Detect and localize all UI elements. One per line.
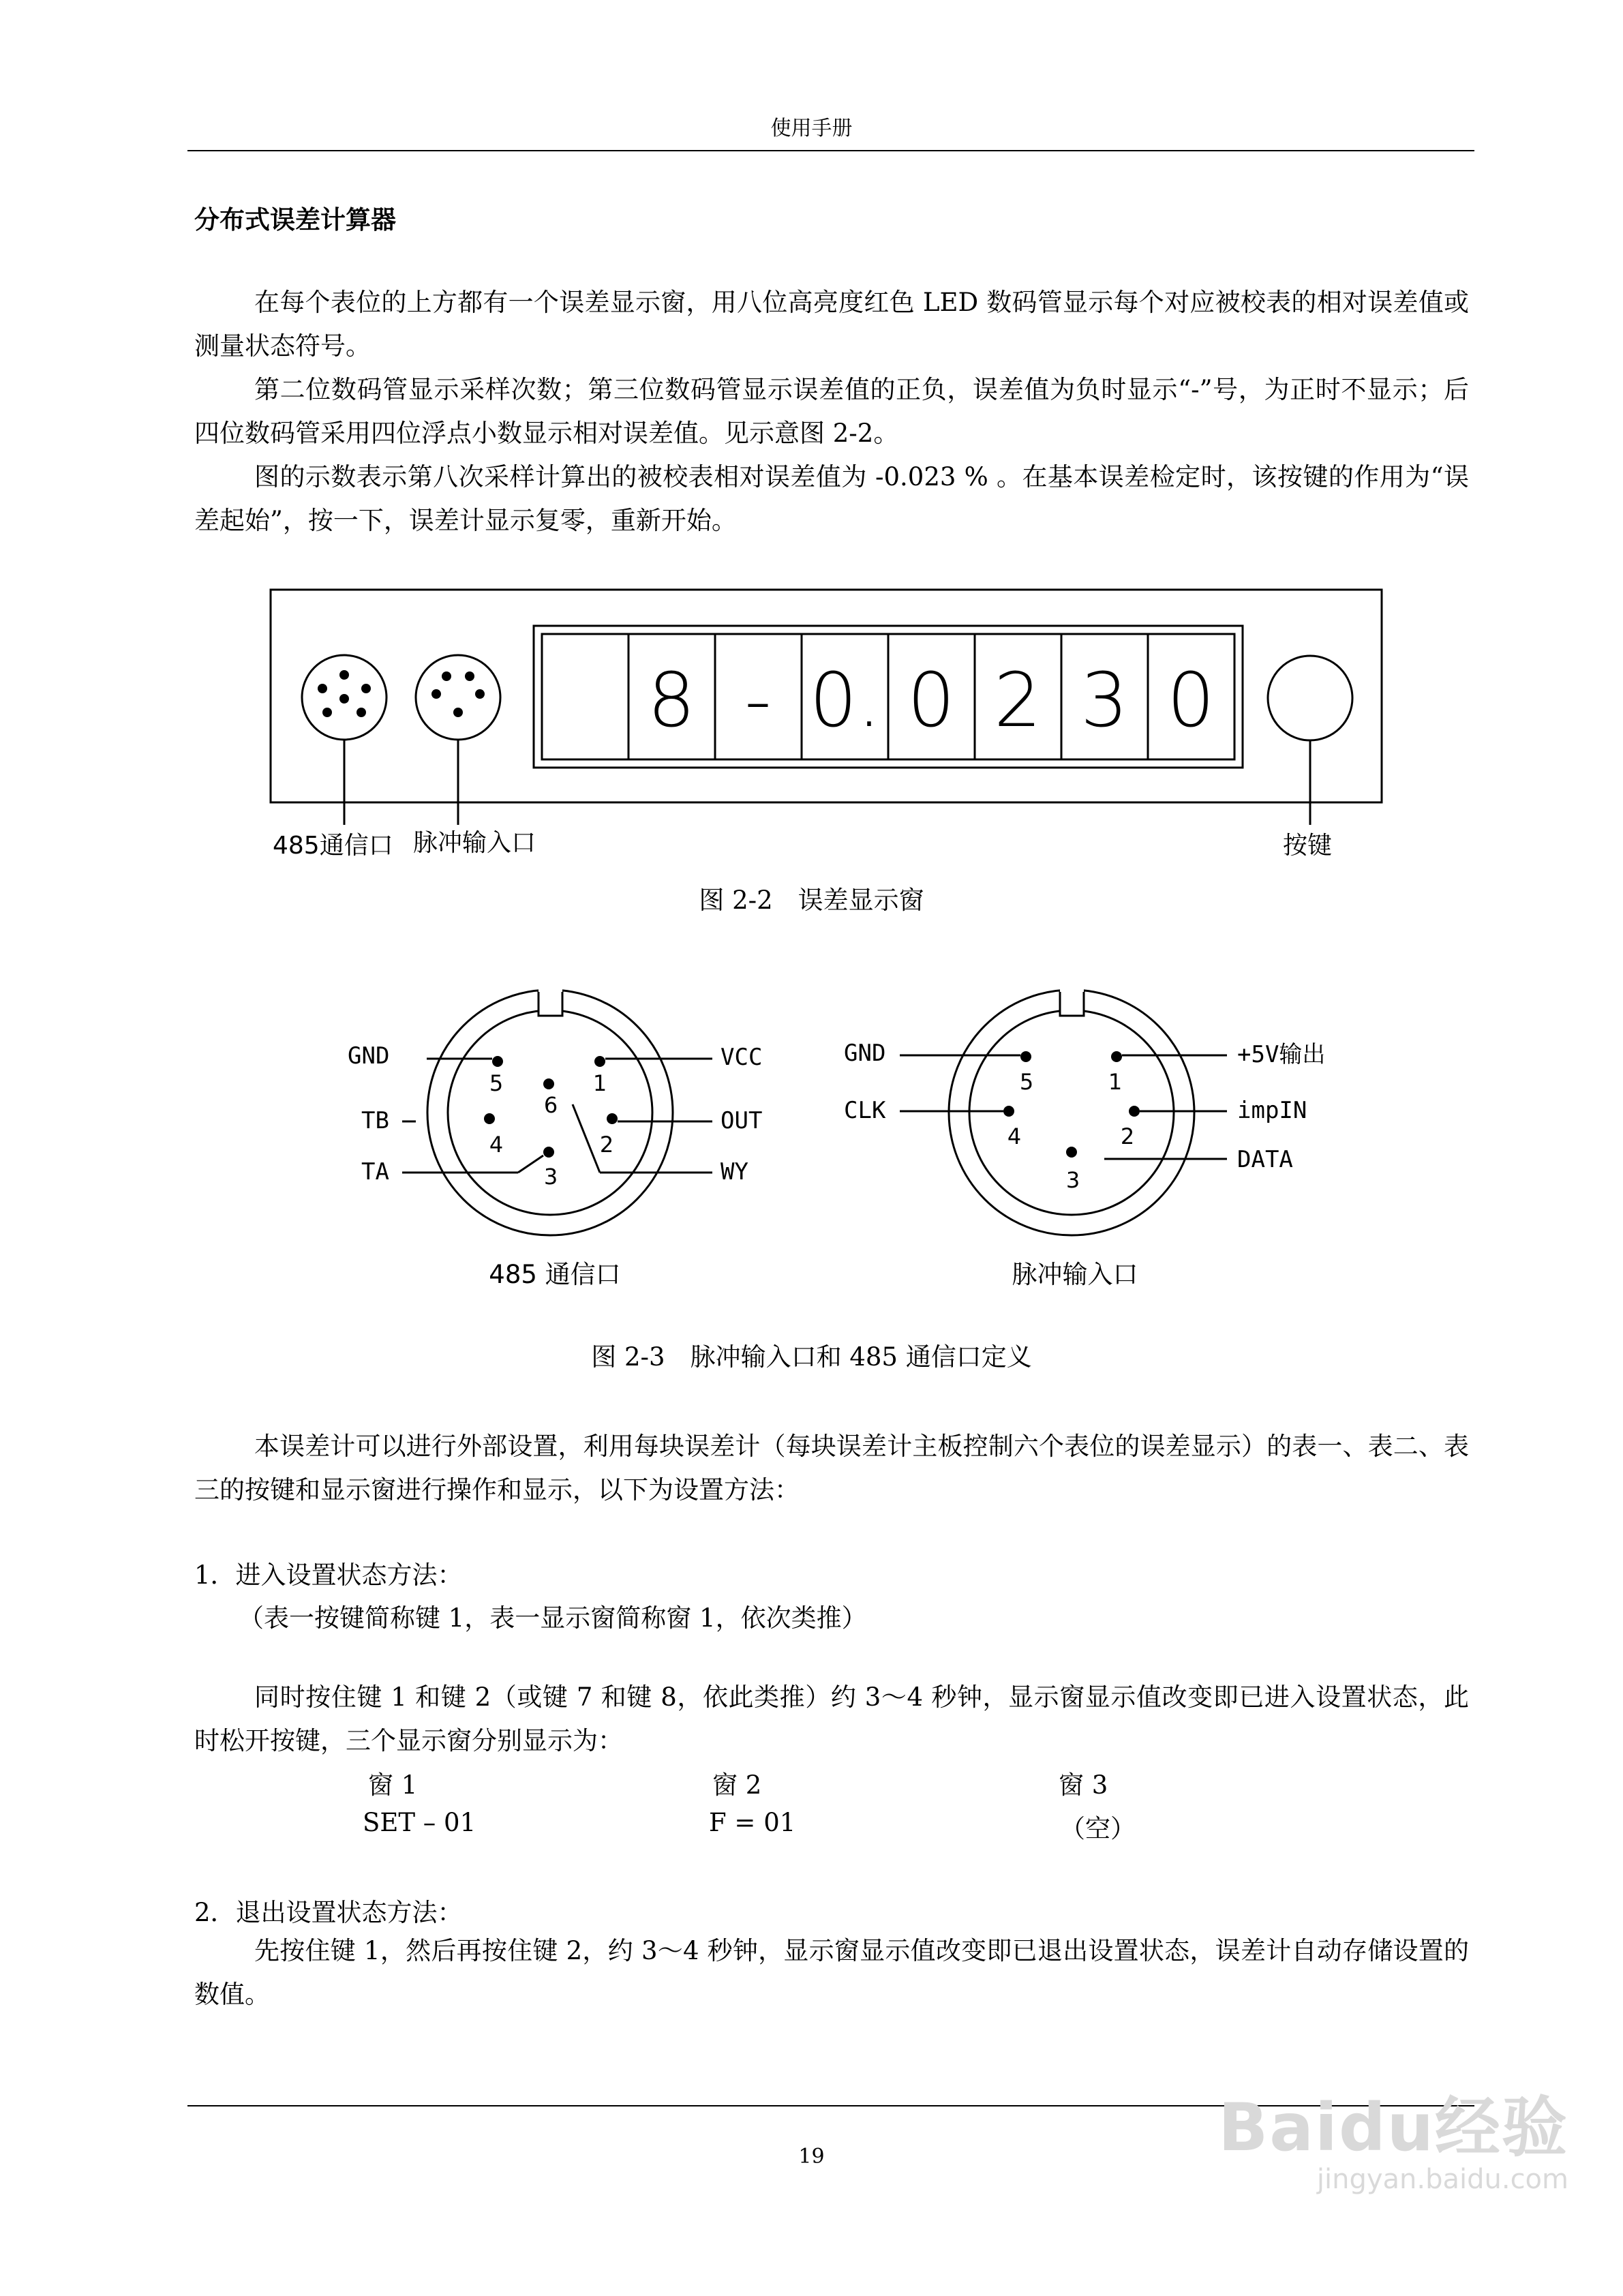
pin-pulse-2: 2 [1120,1123,1135,1149]
connector-485-caption: 485 通信口 [489,1260,621,1289]
label-pulse-gnd: GND [844,1040,886,1067]
label-button: 按键 [1283,832,1333,860]
label-pulse-data: DATA [1237,1146,1293,1173]
page-number: 19 [798,2145,825,2169]
led-digit-4: 0. [809,656,881,744]
baidu-watermark [1218,2076,1568,2195]
led-digit-2: 8 [648,656,695,744]
connector-pulse-icon [844,990,1325,1235]
label-485-out: OUT [721,1107,763,1134]
led-digit-7: 3 [1080,656,1128,744]
section-title: 分布式误差计算器 [194,205,396,235]
led-digit-5: 0 [907,656,955,744]
window-1-value: SET – 01 [363,1808,476,1837]
label-485-ta: TA [361,1158,389,1185]
pin-485-3: 3 [543,1164,558,1190]
pin-485-1: 1 [592,1070,607,1096]
label-485-tb: TB [361,1107,389,1134]
pin-485-2: 2 [599,1132,614,1158]
figure-2-2-caption: 图 2-2 误差显示窗 [699,886,924,915]
intro-paragraph-2: 第二位数码管显示采样次数；第三位数码管显示误差值的正负，误差值为负时显示“-”号，为正时不显示；后四位数码管采用四位浮点小数显示相对误差值。见示意图 2-2。 [194,375,1469,448]
label-pulse-clk: CLK [844,1097,886,1124]
watermark-url: jingyan.baidu.com [1316,2164,1568,2195]
step1-body: 同时按住键 1 和键 2（或键 7 和键 8，依此类推）约 3～4 秒钟，显示窗显示值改变即已进入设置状态，此时松开按键，三个显示窗分别显示为： [194,1682,1469,1755]
label-485-port: 485通信口 [273,832,393,860]
window-1-header: 窗 1 [368,1770,418,1800]
step2-body: 先按住键 1，然后再按住键 2，约 3～4 秒钟，显示窗显示值改变即已退出设置状态，误差计自动存储设置的数值。 [194,1936,1469,2009]
label-485-vcc: VCC [721,1044,763,1071]
label-pulse-port: 脉冲输入口 [413,829,536,857]
setup-intro: 本误差计可以进行外部设置，利用每块误差计（每块误差计主板控制六个表位的误差显示）的表一、表二、表三的按键和显示窗进行操作和显示，以下为设置方法： [194,1432,1469,1505]
step1-title: 1．进入设置状态方法： [194,1560,463,1590]
intro-paragraph-1: 在每个表位的上方都有一个误差显示窗，用八位高亮度红色 LED 数码管显示每个对应被校表的相对误差值或测量状态符号。 [194,288,1469,361]
window-2-value: F = 01 [709,1808,796,1837]
label-485-gnd: GND [348,1042,390,1070]
pin-485-6: 6 [543,1092,558,1118]
pin-pulse-5: 5 [1019,1069,1034,1095]
window-3-header: 窗 3 [1059,1770,1108,1800]
figure-2-3-caption: 图 2-3 脉冲输入口和 485 通信口定义 [591,1342,1032,1372]
connector-485-icon [348,990,762,1235]
pin-pulse-1: 1 [1108,1069,1123,1095]
led-digit-3: - [744,656,772,744]
watermark-logo: Baidu经验 [1218,2089,1568,2166]
pin-485-5: 5 [489,1070,504,1096]
pin-pulse-3: 3 [1065,1167,1080,1193]
connector-pulse-caption: 脉冲输入口 [1012,1260,1138,1289]
window-2-header: 窗 2 [712,1770,762,1800]
step1-note: （表一按键简称键 1，表一显示窗简称窗 1，依次类推） [239,1603,867,1633]
step2-title: 2．退出设置状态方法： [194,1898,463,1927]
led-digit-6: 2 [994,656,1042,744]
label-485-wy: WY [721,1158,748,1185]
pin-485-4: 4 [489,1132,504,1158]
led-digit-8: 0 [1167,656,1215,744]
pin-pulse-4: 4 [1007,1123,1022,1149]
label-pulse-5v: +5V输出 [1237,1041,1326,1068]
intro-paragraph-3: 图的示数表示第八次采样计算出的被校表相对误差值为 -0.023 % 。在基本误差检定时，该按键的作用为“误差起始”，按一下，误差计显示复零，重新开始。 [194,462,1469,535]
label-pulse-impin: impIN [1237,1097,1307,1124]
header-title: 使用手册 [770,117,853,140]
window-3-value: （空） [1060,1814,1136,1843]
